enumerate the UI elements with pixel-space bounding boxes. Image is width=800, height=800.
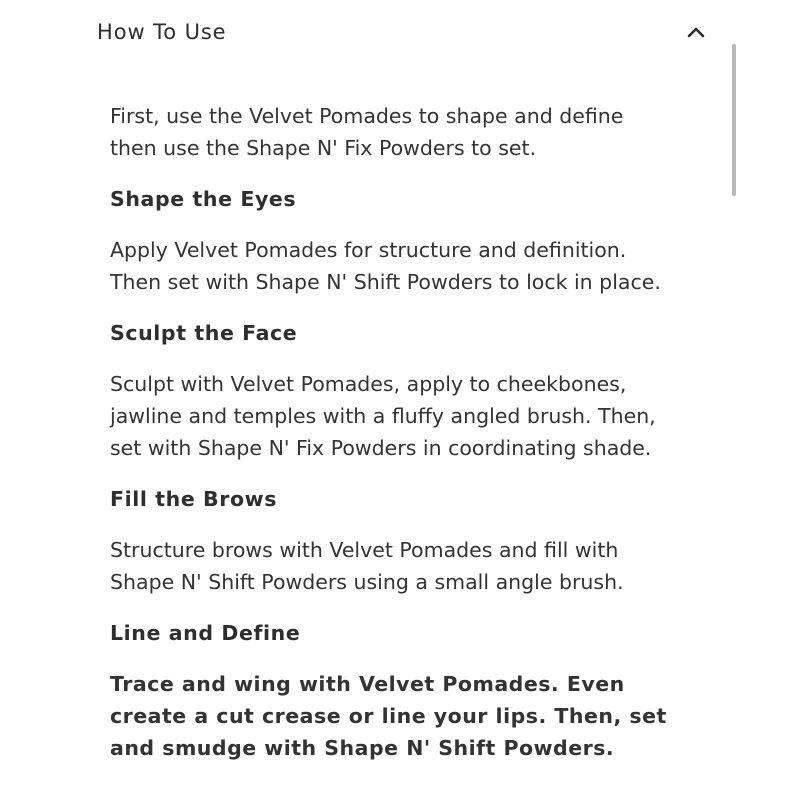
section-heading-line-define: Line and Define xyxy=(110,621,301,645)
section-heading-sculpt-face: Sculpt the Face xyxy=(110,321,298,345)
section-heading-fill-brows: Fill the Brows xyxy=(110,487,278,511)
section-body-line-define: Trace and wing with Velvet Pomades. Even create a cut crease or line your lips. Then, set and smudge with Shape N' Shift Powders. xyxy=(110,672,667,760)
intro-text: First, use the Velvet Pomades to shape and define then use the Shape N' Fix Powders to set. xyxy=(110,104,624,160)
section-body-shape-eyes: Apply Velvet Pomades for structure and definition. Then set with Shape N' Shift Powders to lock in place. xyxy=(110,238,661,294)
accordion-header[interactable] xyxy=(97,14,707,50)
section-heading-shape-eyes: Shape the Eyes xyxy=(110,187,297,211)
accordion-title: How To Use xyxy=(97,20,227,44)
scrollbar-thumb[interactable] xyxy=(732,44,736,196)
section-body-fill-brows: Structure brows with Velvet Pomades and fill with Shape N' Shift Powders using a small angle brush. xyxy=(110,538,624,594)
accordion-content xyxy=(110,100,710,764)
section-body-sculpt-face: Sculpt with Velvet Pomades, apply to cheekbones, jawline and temples with a fluffy angled brush. Then, set with Shape N' Fix Powders in coordinating shade. xyxy=(110,372,656,460)
chevron-up-icon[interactable] xyxy=(685,21,707,43)
